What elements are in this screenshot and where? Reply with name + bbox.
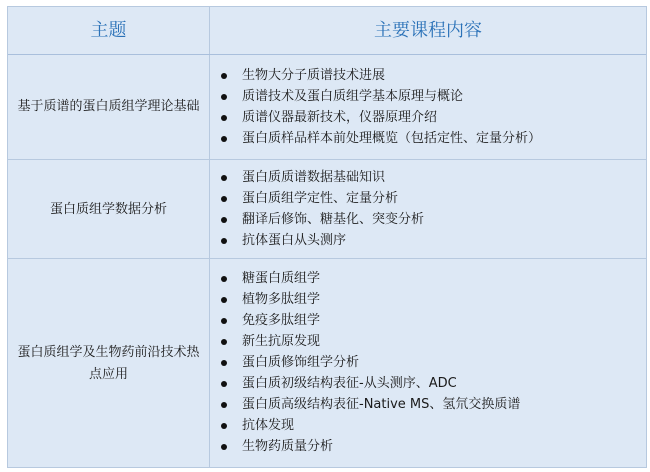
header-topic: 主题 bbox=[90, 20, 127, 41]
list-item: 生物药质量分析 bbox=[218, 436, 643, 457]
table-row bbox=[8, 55, 646, 159]
row-topic-text: 基于质谱的蛋白质组学理论基础 bbox=[17, 99, 200, 114]
row-topic bbox=[8, 259, 209, 468]
header-content: 主要课程内容 bbox=[374, 20, 482, 41]
row-topic bbox=[8, 160, 209, 259]
list-item: 蛋白质修饰组学分析 bbox=[218, 352, 643, 373]
list-item: 蛋白质高级结构表征-Native MS、氢氘交换质谱 bbox=[218, 394, 643, 415]
list-item: 翻译后修饰、糖基化、突变分析 bbox=[218, 209, 643, 230]
list-item: 蛋白质初级结构表征-从头测序、ADC bbox=[218, 373, 643, 394]
list-item: 新生抗原发现 bbox=[218, 331, 643, 352]
list-item: 蛋白质样品样本前处理概览（包括定性、定量分析） bbox=[218, 128, 643, 149]
table-row bbox=[8, 159, 646, 259]
list-item: 质谱仪器最新技术，仪器原理介绍 bbox=[218, 107, 643, 128]
row-topic-text: 蛋白质组学数据分析 bbox=[49, 201, 167, 217]
course-table bbox=[7, 6, 647, 468]
table-row bbox=[8, 258, 646, 468]
list-item: 蛋白质质谱数据基础知识 bbox=[218, 167, 643, 188]
list-item: 糖蛋白质组学 bbox=[218, 268, 643, 289]
course-item-list bbox=[218, 167, 643, 251]
list-item: 质谱技术及蛋白质组学基本原理与概论 bbox=[218, 86, 643, 107]
list-item: 抗体发现 bbox=[218, 415, 643, 436]
list-item: 抗体蛋白从头测序 bbox=[218, 230, 643, 251]
list-item: 生物大分子质谱技术进展 bbox=[218, 65, 643, 86]
list-item: 蛋白质组学定性、定量分析 bbox=[218, 188, 643, 209]
list-item: 植物多肽组学 bbox=[218, 289, 643, 310]
list-item: 免疫多肽组学 bbox=[218, 310, 643, 331]
course-item-list bbox=[218, 65, 643, 149]
table-header bbox=[8, 7, 646, 55]
course-item-list bbox=[218, 268, 643, 457]
row-topic bbox=[8, 55, 209, 159]
row-topic-text: 蛋白质组学及生物药前沿技术热点应用 bbox=[17, 344, 200, 382]
